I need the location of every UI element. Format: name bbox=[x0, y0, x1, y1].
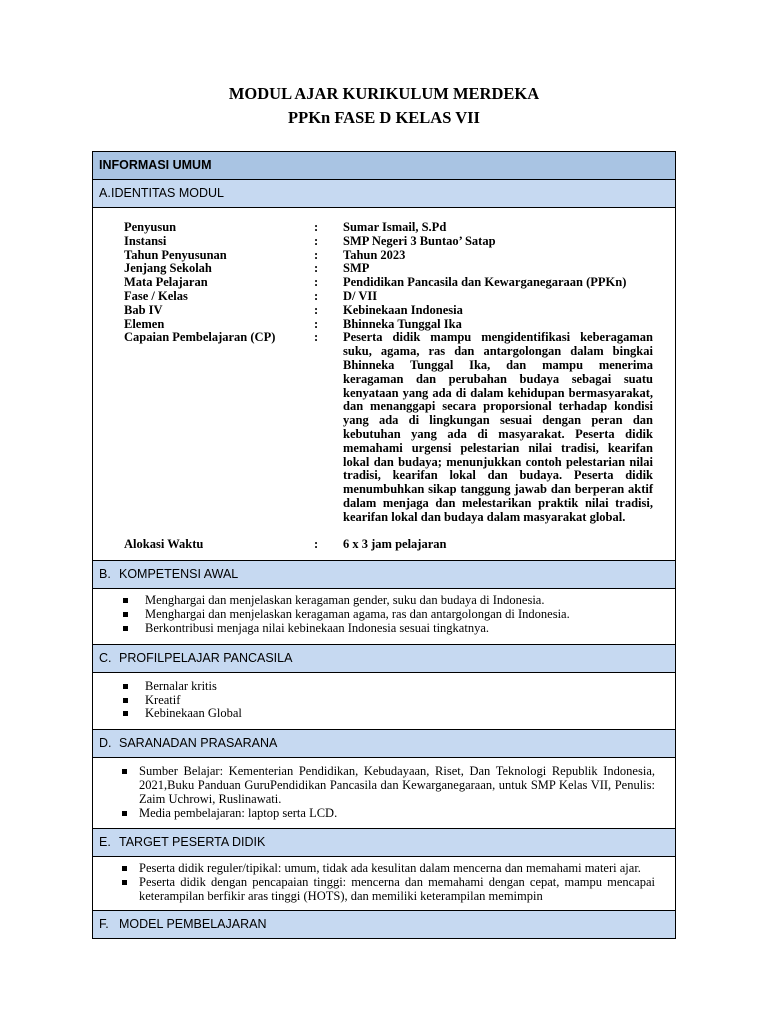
informasi-umum-label: INFORMASI UMUM bbox=[99, 158, 212, 172]
field-value: SMP Negeri 3 Buntao’ Satap bbox=[343, 233, 496, 248]
sarana-prasarana-body bbox=[93, 758, 675, 829]
profil-pelajar-body bbox=[93, 673, 675, 730]
list-item: Media pembelajaran: laptop serta LCD. bbox=[120, 807, 655, 821]
field-label: Fase / Kelas bbox=[124, 288, 188, 303]
identitas-modul-header bbox=[93, 180, 675, 208]
identity-row-tahun bbox=[124, 249, 675, 263]
section-number: C. bbox=[99, 650, 112, 665]
identity-row-instansi bbox=[124, 235, 675, 249]
field-colon: : bbox=[314, 316, 319, 331]
sarana-prasarana-header bbox=[93, 730, 675, 758]
model-pembelajaran-header bbox=[93, 911, 675, 938]
section-number: F. bbox=[99, 916, 109, 931]
kompetensi-list bbox=[93, 589, 675, 643]
field-label: Alokasi Waktu bbox=[124, 536, 204, 551]
field-colon: : bbox=[314, 220, 319, 234]
identity-row-mapel bbox=[124, 276, 675, 290]
field-label: Mata Pelajaran bbox=[124, 275, 208, 290]
kompetensi-awal-body bbox=[93, 589, 675, 644]
section-title: IDENTITAS MODUL bbox=[111, 186, 224, 200]
identitas-modul-body bbox=[93, 208, 675, 561]
identity-row-alokasi bbox=[124, 538, 675, 552]
kompetensi-awal-header bbox=[93, 561, 675, 589]
document-subtitle: PPKn FASE D KELAS VII bbox=[288, 108, 480, 127]
section-number: B. bbox=[99, 567, 111, 582]
field-value: Tahun 2023 bbox=[343, 247, 406, 262]
field-colon: : bbox=[314, 330, 319, 345]
field-value: 6 x 3 jam pelajaran bbox=[343, 536, 447, 551]
field-colon: : bbox=[314, 536, 319, 551]
profil-pelajar-header bbox=[93, 645, 675, 673]
identity-row-cp bbox=[124, 331, 675, 524]
document-title: MODUL AJAR KURIKULUM MERDEKA bbox=[228, 84, 540, 103]
field-colon: : bbox=[314, 261, 319, 276]
field-value: D/ VII bbox=[343, 288, 378, 303]
list-item: Kebinekaan Global bbox=[120, 707, 655, 721]
section-number: E. bbox=[99, 835, 111, 850]
identity-row-fase bbox=[124, 290, 675, 304]
field-label: Jenjang Sekolah bbox=[124, 261, 212, 276]
sarana-list bbox=[93, 758, 675, 828]
field-value: Kebinekaan Indonesia bbox=[343, 302, 463, 317]
field-colon: : bbox=[314, 302, 319, 317]
list-item: Menghargai dan menjelaskan keragaman gender, suku dan budaya di Indonesia. bbox=[120, 594, 655, 608]
informasi-umum-header bbox=[93, 152, 675, 180]
field-colon: : bbox=[314, 247, 319, 262]
identity-row-bab bbox=[124, 304, 675, 318]
target-list bbox=[93, 857, 675, 909]
section-title: PROFILPELAJAR PANCASILA bbox=[119, 650, 293, 665]
field-value: Peserta didik mampu mengidentifikasi keberagaman suku, agama, ras dan antargolongan dalam bingkai Bhinneka Tunggal Ika, dan mampu menerima keragaman dan perubahan budaya sebagai suatu kenyataan yang ada di dalam kehidupan bermasyarakat, dan menanggapi secara proporsional terhadap kondisi yang ada di lingkungan sesuai dengan peran dan kebutuhan yang ada di masyarakat. Peserta didik memahami urgensi pelestarian nilai tradisi, kearifan lokal dan budaya; menunjukkan contoh pelestarian nilai tradisi, kearifan lokal dan budaya. Peserta didik menumbuhkan sikap tanggung jawab dan berperan aktif dalam menjaga dan melestarikan praktik nilai tradisi, kearifan lokal dan budaya dalam masyarakat global. bbox=[343, 330, 653, 524]
identity-row-penyusun bbox=[124, 221, 675, 235]
identity-row-jenjang bbox=[124, 262, 675, 276]
list-item: Kreatif bbox=[120, 694, 655, 708]
field-colon: : bbox=[314, 233, 319, 248]
section-number: D. bbox=[99, 736, 112, 751]
section-number: A. bbox=[99, 186, 111, 200]
section-title: MODEL PEMBELAJARAN bbox=[119, 916, 267, 931]
list-item: Peserta didik dengan pencapaian tinggi: mencerna dan memahami dengan cepat, mampu mencapai keterampilan berfikir aras tinggi (HOTS), dan memiliki keterampilan memimpin bbox=[120, 876, 655, 904]
field-label: Bab IV bbox=[124, 302, 163, 317]
list-item: Peserta didik reguler/tipikal: umum, tidak ada kesulitan dalam mencerna dan memahami materi ajar. bbox=[120, 862, 655, 876]
field-value: Sumar Ismail, S.Pd bbox=[343, 220, 447, 234]
field-label: Penyusun bbox=[124, 220, 177, 234]
target-peserta-header bbox=[93, 829, 675, 857]
field-value: SMP bbox=[343, 261, 370, 276]
field-colon: : bbox=[314, 288, 319, 303]
list-item: Sumber Belajar: Kementerian Pendidikan, Kebudayaan, Riset, Dan Teknologi Republik Indonesia, 2021,Buku Panduan GuruPendidikan Pancasila dan Kewarganegaraan, untuk SMP Kelas VII, Penulis: Zaim Uchrowi, Ruslinawati. bbox=[120, 765, 655, 806]
field-label: Tahun Penyusunan bbox=[124, 247, 227, 262]
field-label: Elemen bbox=[124, 316, 165, 331]
field-label: Instansi bbox=[124, 233, 167, 248]
field-colon: : bbox=[314, 275, 319, 290]
list-item: Bernalar kritis bbox=[120, 680, 655, 694]
field-value: Bhinneka Tunggal Ika bbox=[343, 316, 462, 331]
identity-row-elemen bbox=[124, 318, 675, 332]
target-peserta-body bbox=[93, 857, 675, 910]
section-title: TARGET PESERTA DIDIK bbox=[119, 835, 266, 850]
list-item: Menghargai dan menjelaskan keragaman agama, ras dan antargolongan di Indonesia. bbox=[120, 608, 655, 622]
section-title: SARANADAN PRASARANA bbox=[119, 736, 278, 751]
module-info-table bbox=[92, 151, 676, 939]
field-value: Pendidikan Pancasila dan Kewarganegaraan (PPKn) bbox=[343, 275, 627, 290]
profil-list bbox=[93, 673, 675, 729]
section-title: KOMPETENSI AWAL bbox=[119, 567, 239, 582]
field-label: Capaian Pembelajaran (CP) bbox=[124, 330, 276, 345]
list-item: Berkontribusi menjaga nilai kebinekaan Indonesia sesuai tingkatnya. bbox=[120, 622, 655, 636]
